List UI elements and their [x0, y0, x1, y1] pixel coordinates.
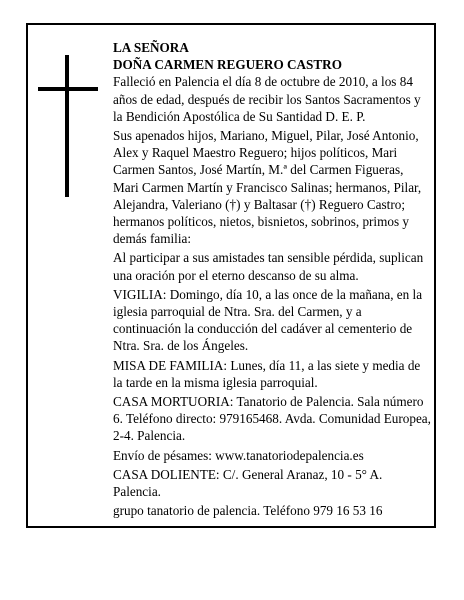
funeral-home-info: CASA MORTUORIA: Tanatorio de Palencia. Sala número 6. Teléfono directo: 979165468. Avda. Comunidad Europea, 2-4. Palencia.	[113, 394, 431, 444]
funeral-group-footer: grupo tanatorio de palencia. Teléfono 979 16 53 16	[113, 503, 383, 519]
cross-vertical-bar	[65, 55, 69, 197]
cross-horizontal-bar	[38, 87, 98, 91]
vigil-info: VIGILIA: Domingo, día 10, a las once de la mañana, en la iglesia parroquial de Ntra. Sra. del Carmen, y a continuación la conducción del cadáver al cementerio de Ntra. Sra. de los Ángeles.	[113, 286, 423, 354]
notice-title-line-1: LA SEÑORA	[113, 40, 189, 55]
family-list: Sus apenados hijos, Mariano, Miguel, Pilar, José Antonio, Alex y Raquel Maestro Reguero; hijos políticos, Mari Carmen Santos, José Martín, M.ª del Carmen Figueras, Mari Carmen Martín y Francisco Salinas; hermanos, Pilar, Alejandra, Valeriano (†) y Baltasar (†) Reguero Castro; hermanos políticos, nietos, bisnietos, sobrinos, primos y demás familia:	[113, 128, 422, 247]
mourning-house-info: CASA DOLIENTE: C/. General Aranaz, 10 - 5° A. Palencia.	[113, 466, 383, 500]
deceased-name: DOÑA CARMEN REGUERO CASTRO	[113, 57, 342, 73]
condolences-info: Envío de pésames: www.tanatoriodepalencia.es	[113, 447, 364, 463]
cross-icon	[38, 55, 98, 197]
notice-text	[113, 39, 431, 521]
family-mass-info: MISA DE FAMILIA: Lunes, día 11, a las siete y media de la tarde en la misma iglesia parroquial.	[113, 357, 421, 390]
death-announcement: Falleció en Palencia el día 8 de octubre de 2010, a los 84 años de edad, después de recibir los Santos Sacramentos y la Bendición Apostólica de Su Santidad D. E. P.	[113, 74, 421, 124]
prayer-request: Al participar a sus amistades tan sensible pérdida, suplican una oración por el eterno descanso de su alma.	[113, 250, 424, 283]
